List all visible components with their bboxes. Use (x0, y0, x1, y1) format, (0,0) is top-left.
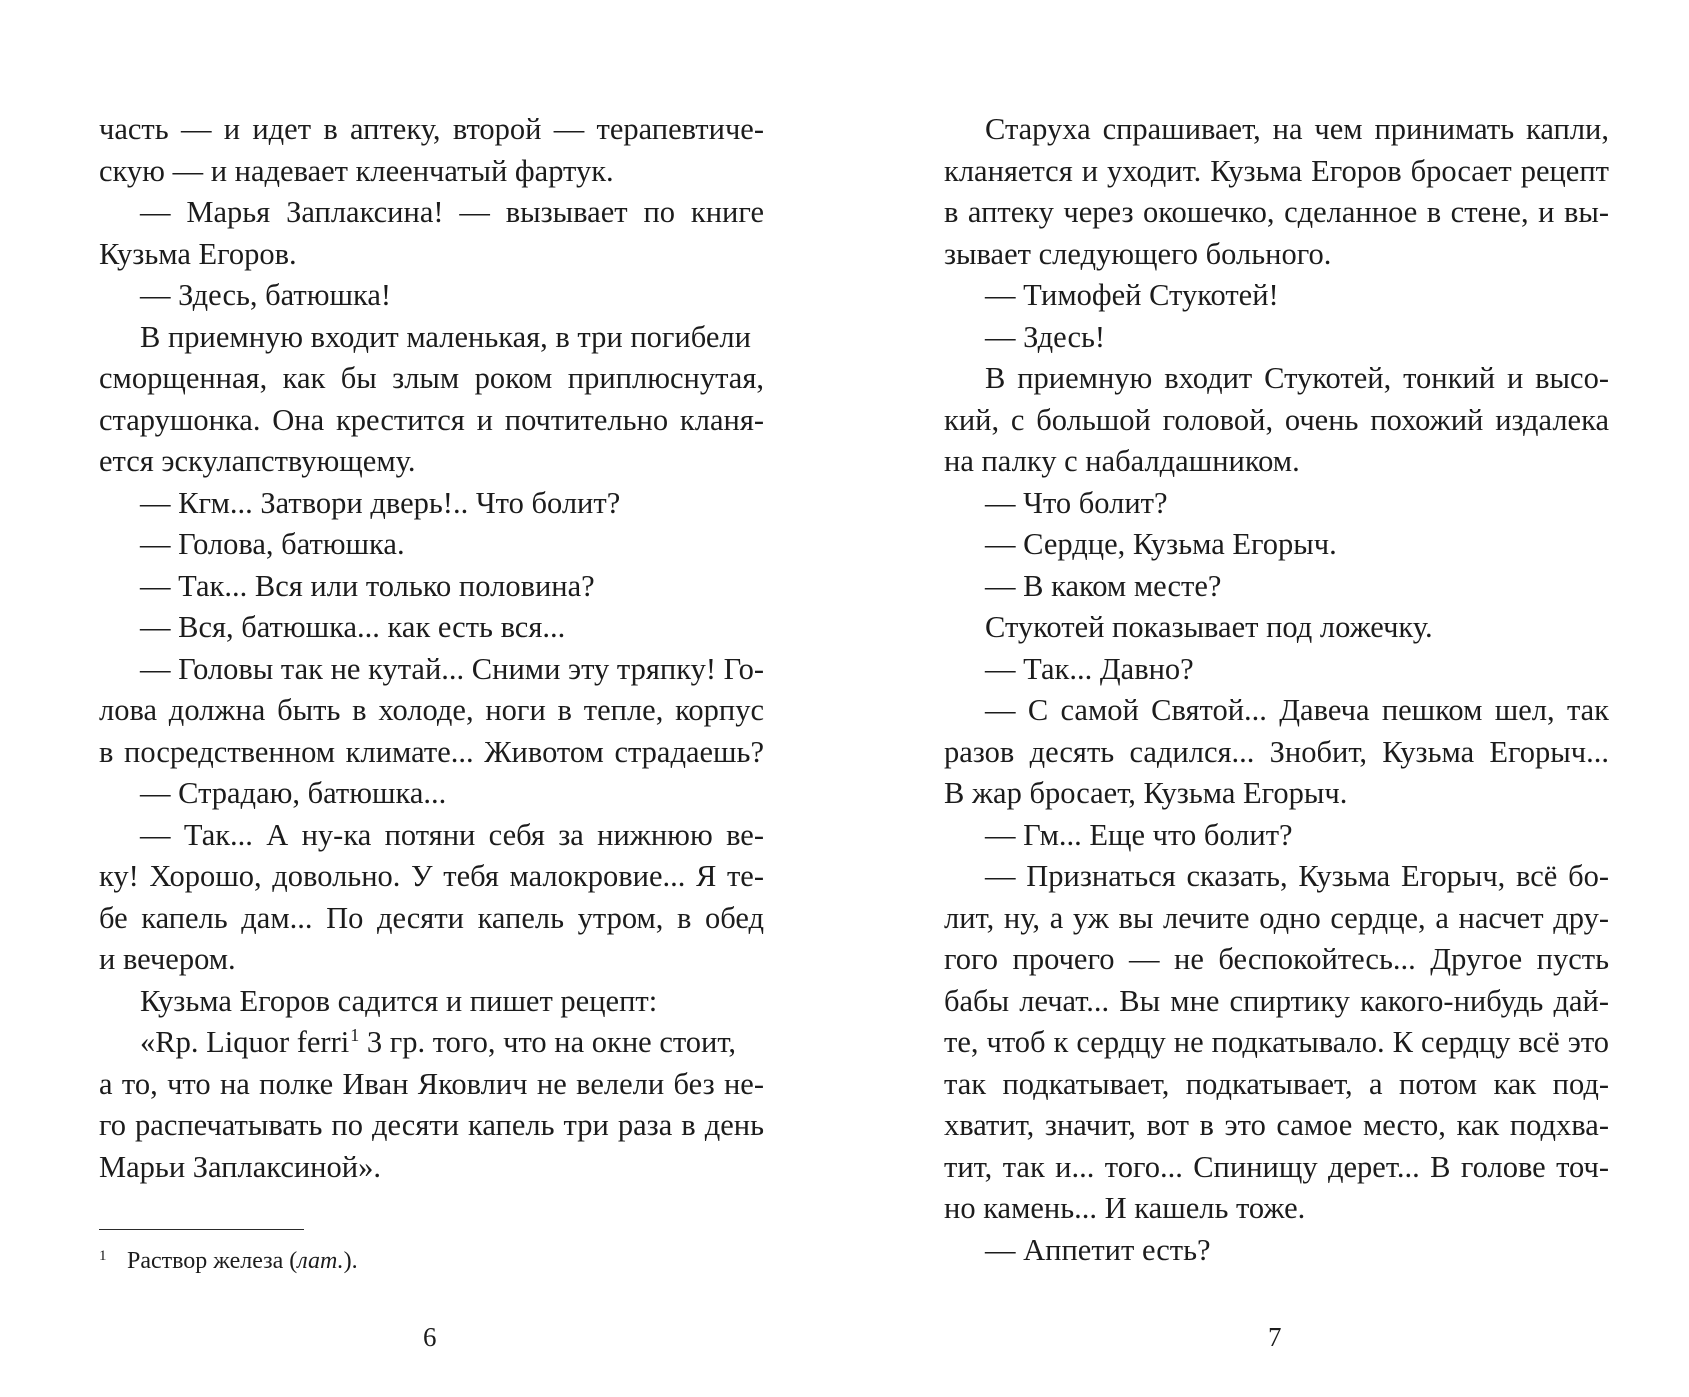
text-line: Кузьма Егоров садится и пишет рецепт: (140, 983, 658, 1018)
text-line: — Что болит? (985, 485, 1168, 520)
text-line: — Страдаю, батюшка... (140, 776, 447, 810)
text-line: Стукотей показывает под ложечку. (985, 610, 1433, 644)
text-line: так подкатывает, подкатывает, а потом как под- (944, 1066, 1609, 1101)
text-line: ку! Хорошо, довольно. У тебя малокровие... Я те- (99, 859, 764, 893)
text-line: — Так... Давно? (985, 651, 1194, 686)
text-line: го распечатывать по десяти капель три раза в день (99, 1108, 764, 1142)
text-line: — Так... Вся или только половина? (140, 568, 595, 603)
text-line: кланяется и уходит. Кузьма Егоров бросает рецепт (944, 153, 1609, 188)
text-line: — Аппетит есть? (985, 1232, 1211, 1267)
text-line: хватит, значит, вот в это самое место, как подхва- (944, 1108, 1609, 1142)
text-line: Старуха спрашивает, на чем принимать капли, (985, 112, 1609, 146)
text-line: лова должна быть в холоде, ноги в тепле, корпус (99, 693, 764, 727)
text-line: — Гм... Еще что болит? (985, 817, 1293, 852)
text-line: кий, с большой головой, очень похожий издалека (944, 402, 1609, 437)
text-line: В приемную входит Стукотей, тонкий и высо- (985, 361, 1609, 395)
text-line: Кузьма Егоров. (99, 236, 297, 271)
text-line: — В каком месте? (985, 568, 1222, 603)
prescription-start: «Rp. Liquor ferri (140, 1025, 350, 1059)
page-number-right: 7 (1268, 1322, 1282, 1352)
text-line: — Здесь, батюшка! (140, 278, 392, 312)
text-line: бабы лечат... Вы мне спиртику какого-нибудь дай- (944, 983, 1609, 1018)
text-line: старушонка. Она крестится и почтительно кланя- (99, 402, 764, 437)
text-line: — Признаться сказать, Кузьма Егорыч, всё бо- (985, 859, 1609, 893)
footnote-text-end: ). (343, 1248, 358, 1274)
text-line: а то, что на полке Иван Яковлич не велели без не- (99, 1066, 764, 1101)
text-line: те, чтоб к сердцу не подкатывало. К сердцу всё это (944, 1025, 1609, 1059)
page-number-left: 6 (423, 1322, 437, 1352)
footnote-italic: лат. (297, 1248, 344, 1274)
text-line: скую — и надевает клеенчатый фартук. (99, 153, 614, 188)
text-line: сморщенная, как бы злым роком приплюснутая, (99, 361, 764, 395)
text-line: — Голова, батюшка. (140, 527, 405, 561)
text-line: в аптеку через окошечко, сделанное в стене, и вы- (944, 195, 1609, 229)
text-line: в посредственном климате... Животом страдаешь? (99, 734, 764, 769)
text-line-with-footnote (99, 1022, 764, 1064)
text-line: часть — и идет в аптеку, второй — терапевтиче- (99, 112, 764, 146)
right-page (844, 0, 1689, 1397)
text-line: Марьи Заплаксиной». (99, 1149, 381, 1184)
footnote-marker: 1 (99, 1248, 107, 1264)
text-line: — Кгм... Затвори дверь!.. Что болит? (140, 485, 621, 520)
text-line: бе капель дам... По десяти капель утром, в обед (99, 900, 764, 935)
text-line: тит, так и... того... Спинищу дерет... В голове точ- (944, 1149, 1609, 1184)
text-line: гого прочего — не беспокойтесь... Другое пусть (944, 942, 1609, 976)
text-line: разов десять садился... Знобит, Кузьма Егорыч... (944, 734, 1609, 769)
text-line: В жар бросает, Кузьма Егорыч. (944, 776, 1348, 810)
text-line: — Здесь! (985, 319, 1106, 354)
right-page-text (944, 109, 1609, 1271)
text-line: В приемную входит маленькая, в три погибели (140, 319, 751, 354)
footnote-reference: 1 (350, 1025, 360, 1045)
footnote-text: Раствор железа ( (127, 1248, 298, 1274)
text-line: — Головы так не кутай... Сними эту тряпку! Го- (140, 651, 764, 686)
prescription-continuation: 3 гр. того, что на окне стоит, (366, 1025, 737, 1059)
text-line: — С самой Святой... Давеча пешком шел, так (985, 693, 1609, 727)
footnote-divider (99, 1229, 304, 1230)
left-page (0, 0, 844, 1397)
footnote (99, 1246, 358, 1279)
text-line: и вечером. (99, 942, 236, 976)
text-line: — Сердце, Кузьма Егорыч. (985, 527, 1337, 561)
text-line: — Тимофей Стукотей! (985, 278, 1279, 312)
text-line: на палку с набалдашником. (944, 444, 1300, 478)
text-line: ется эскулапствующему. (99, 444, 416, 478)
text-line: лит, ну, а уж вы лечите одно сердце, а насчет дру- (944, 900, 1609, 935)
text-line: — Так... А ну-ка потяни себя за нижнюю ве- (140, 817, 764, 852)
text-line: — Вся, батюшка... как есть вся... (140, 610, 566, 644)
text-line: зывает следующего больного. (944, 236, 1332, 271)
text-line: — Марья Заплаксина! — вызывает по книге (140, 195, 764, 229)
left-page-text (99, 109, 764, 1188)
text-line: но камень... И кашель тоже. (944, 1191, 1306, 1225)
